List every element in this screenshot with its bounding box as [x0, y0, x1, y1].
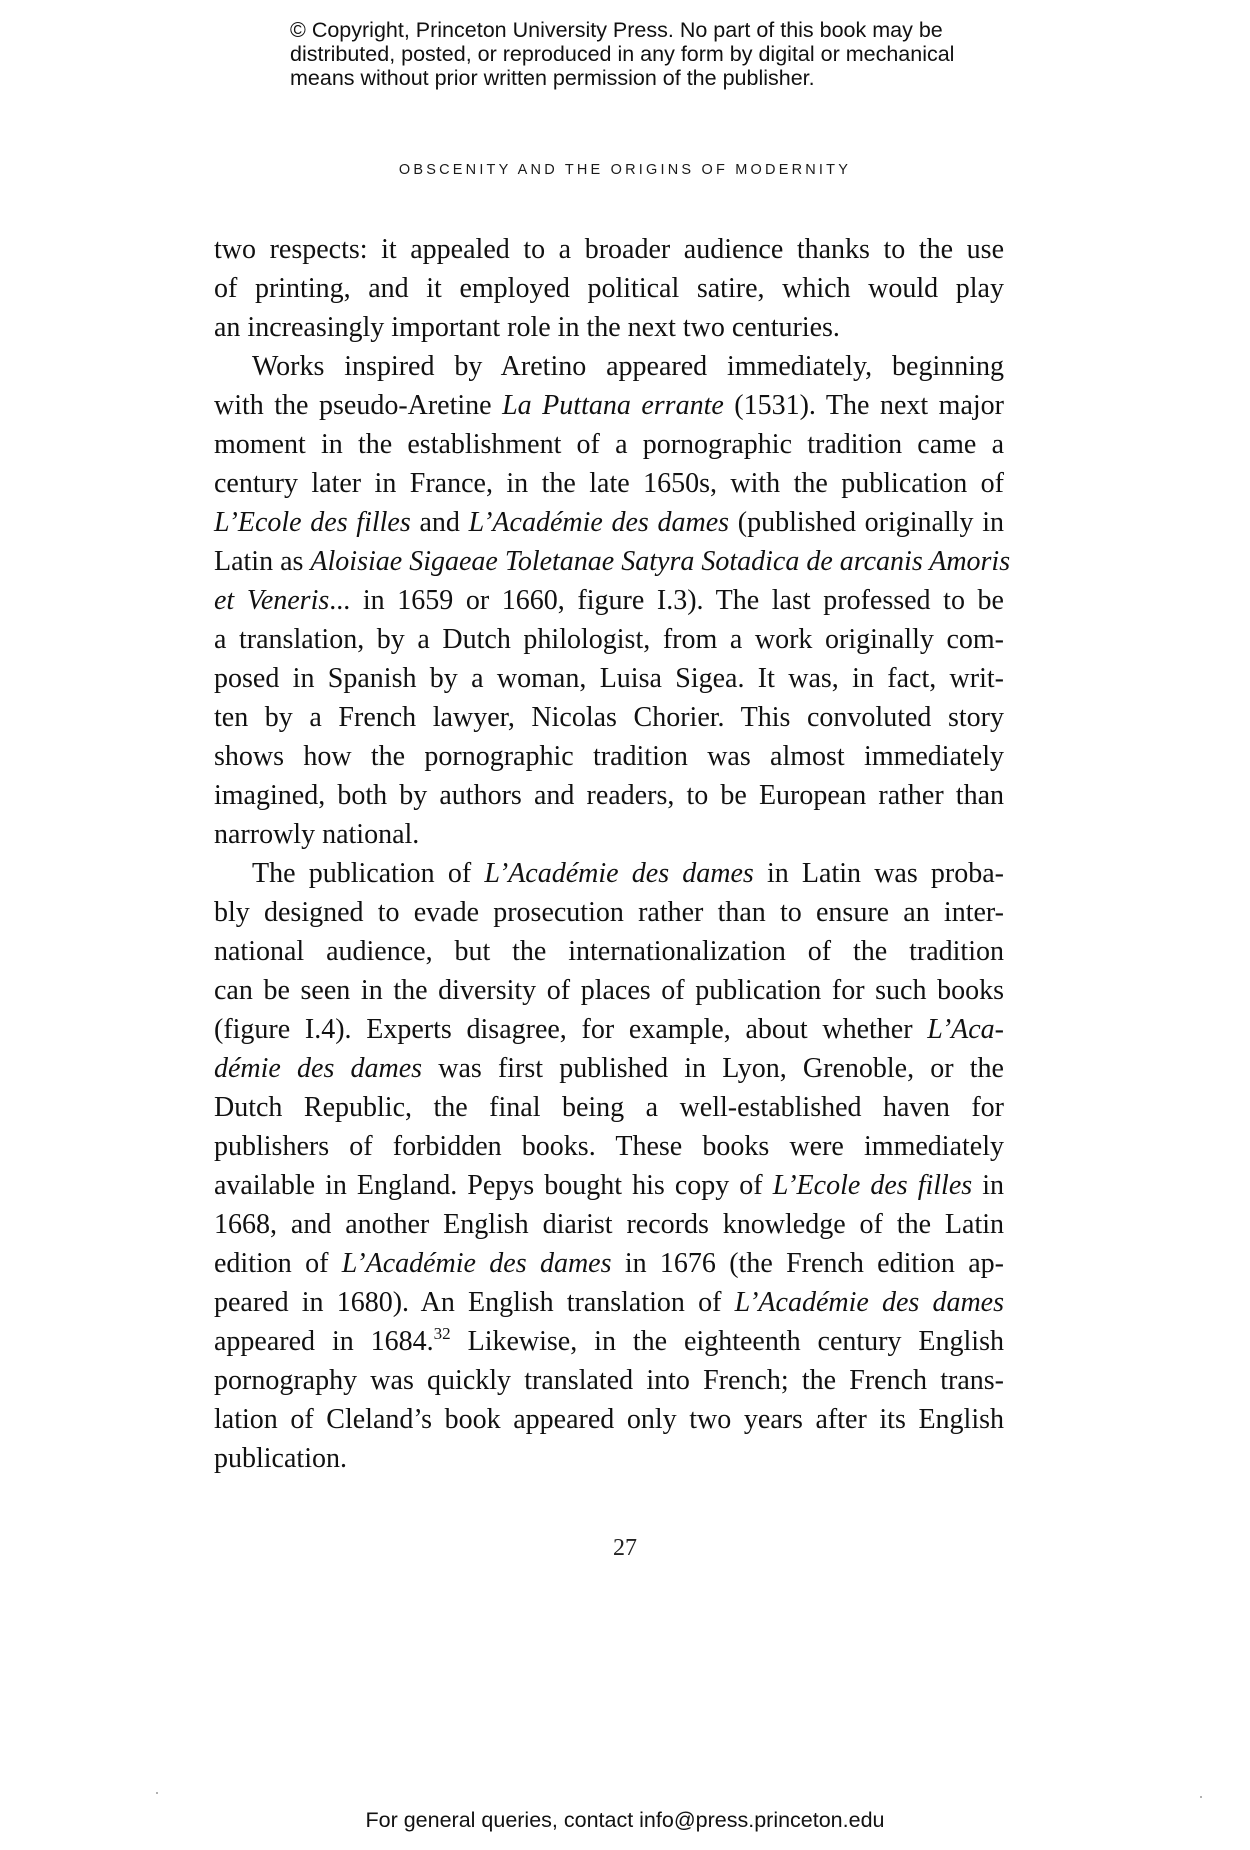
text-run: peared in 1680). An English translation of: [214, 1287, 735, 1318]
footer-contact: For general queries, contact info@press.princeton.edu: [365, 1808, 885, 1832]
body-text: [214, 230, 1011, 1478]
book-title: Aloisiae Sigaeae Toletanae Satyra Sotadica de arcanis Amoris: [310, 546, 1011, 577]
book-title: démie des dames: [214, 1053, 423, 1084]
text-line: can be seen in the diversity of places of publication for such books: [214, 975, 1004, 1006]
text-run: Latin as: [214, 546, 311, 577]
text-run: in: [972, 1170, 1005, 1201]
text-run: available in England. Pepys bought his copy of: [214, 1170, 773, 1201]
text-line: [214, 581, 1004, 620]
text-line: [214, 1244, 1004, 1283]
text-line: [214, 1283, 1004, 1322]
text-line: Dutch Republic, the final being a well-established haven for: [214, 1092, 1004, 1123]
text-line: imagined, both by authors and readers, to be European rather than: [214, 780, 1004, 811]
text-run: in Latin was proba-: [753, 858, 1004, 889]
book-title: L’Académie des dames: [341, 1248, 612, 1279]
text-line: [214, 1166, 1004, 1205]
text-line: century later in France, in the late 1650s, with the publication of: [214, 468, 1004, 499]
text-line: Works inspired by Aretino appeared immediately, beginning: [252, 351, 1004, 382]
running-head: OBSCENITY AND THE ORIGINS OF MODERNITY: [398, 162, 852, 178]
text-line: narrowly national.: [214, 819, 420, 850]
text-run: appeared in 1684.: [214, 1326, 434, 1357]
text-line: [214, 854, 1004, 893]
paragraph: [214, 347, 1011, 854]
text-line: two respects: it appealed to a broader audience thanks to the use: [214, 234, 1004, 265]
text-line: publishers of forbidden books. These books were immediately: [214, 1131, 1004, 1162]
text-line: moment in the establishment of a pornographic tradition came a: [214, 429, 1004, 460]
text-run: The publication of: [252, 858, 485, 889]
book-title: L’Ecole des filles: [214, 507, 411, 538]
book-title: L’Académie des dames: [468, 507, 730, 538]
text-line: [214, 386, 1004, 425]
text-line: shows how the pornographic tradition was almost immediately: [214, 741, 1004, 772]
text-line: pornography was quickly translated into French; the French trans-: [214, 1365, 1004, 1396]
text-line: bly designed to evade prosecution rather than to ensure an inter-: [214, 897, 1004, 928]
copyright-line: © Copyright, Princeton University Press. No part of this book may be: [290, 18, 943, 42]
text-line: [214, 1322, 1004, 1361]
text-line: lation of Cleland’s book appeared only two years after its English: [214, 1404, 1004, 1435]
text-run: (1531). The next major: [723, 390, 1004, 421]
text-run: and: [410, 507, 469, 538]
book-title: L’Académie des dames: [484, 858, 754, 889]
text-run: in 1676 (the French edition ap-: [611, 1248, 1004, 1279]
text-line: a translation, by a Dutch philologist, from a work originally com-: [214, 624, 1004, 655]
paragraph: [214, 854, 1004, 1478]
page-number: 27: [613, 1535, 637, 1561]
text-line: of printing, and it employed political satire, which would play: [214, 273, 1004, 304]
text-run: (published originally in: [729, 507, 1004, 538]
text-run: (figure I.4). Experts disagree, for example, about whether: [214, 1014, 928, 1045]
book-title: L’Académie des dames: [734, 1287, 1004, 1318]
text-line: national audience, but the internationalization of the tradition: [214, 936, 1004, 967]
book-title: L’Aca-: [927, 1014, 1004, 1045]
text-run: Likewise, in the eighteenth century English: [450, 1326, 1004, 1357]
scan-speck: [156, 1792, 158, 1794]
paragraph: [214, 230, 1004, 347]
copyright-line: distributed, posted, or reproduced in any form by digital or mechanical: [290, 42, 955, 66]
text-run: ... in 1659 or 1660, figure I.3). The last professed to be: [329, 585, 1004, 616]
book-title: et Veneris: [214, 585, 330, 616]
footnote-reference[interactable]: 32: [433, 1324, 451, 1343]
text-run: edition of: [214, 1248, 342, 1279]
text-line: [214, 542, 1011, 581]
text-line: [214, 503, 1004, 542]
scan-speck: [1200, 1796, 1202, 1798]
book-title: L’Ecole des filles: [772, 1170, 973, 1201]
book-title: La Puttana errante: [502, 390, 724, 421]
text-line: [214, 1049, 1004, 1088]
text-line: 1668, and another English diarist records knowledge of the Latin: [214, 1209, 1004, 1240]
text-line: an increasingly important role in the next two centuries.: [214, 312, 840, 343]
text-line: posed in Spanish by a woman, Luisa Sigea. It was, in fact, writ-: [214, 663, 1004, 694]
text-run: was first published in Lyon, Grenoble, or the: [422, 1053, 1004, 1084]
text-line: ten by a French lawyer, Nicolas Chorier. This convoluted story: [214, 702, 1004, 733]
text-line: [214, 1010, 1004, 1049]
copyright-notice: [290, 18, 1050, 90]
text-run: with the pseudo-Aretine: [214, 390, 503, 421]
copyright-line: means without prior written permission of the publisher.: [290, 66, 815, 90]
text-line: publication.: [214, 1443, 347, 1474]
